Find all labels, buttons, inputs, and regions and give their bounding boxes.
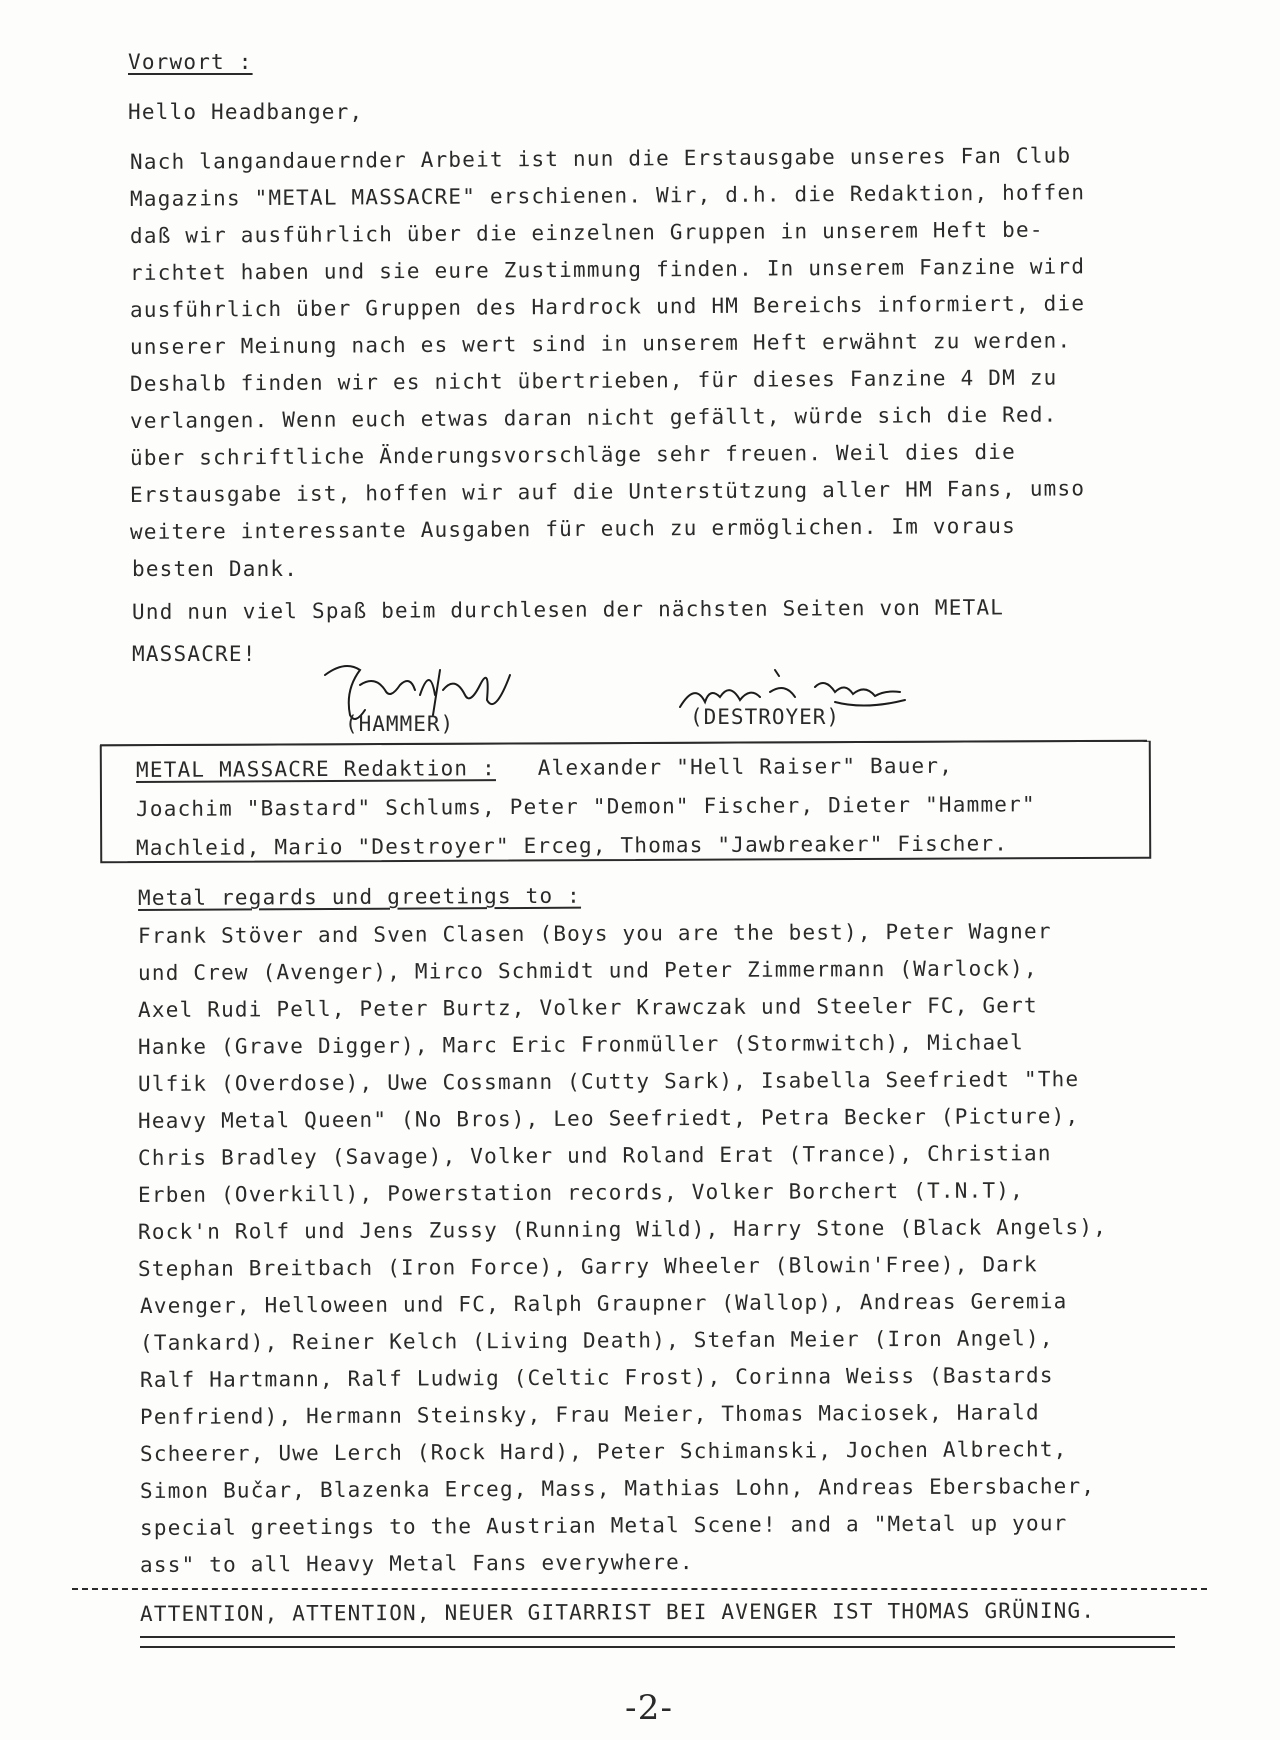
greetings-line: Penfriend), Hermann Steinsky, Frau Meier, Thomas Maciosek, Harald: [139, 1400, 1040, 1429]
greetings-line: (Tankard), Reiner Kelch (Living Death), Stefan Meier (Iron Angel),: [139, 1326, 1054, 1355]
greetings-line: Chris Bradley (Savage), Volker und Roland Erat (Trance), Christian: [137, 1141, 1052, 1170]
paragraph-line: über schriftliche Änderungsvorschläge sehr freuen. Weil dies die: [129, 439, 1017, 470]
greetings-line: Rock'n Rolf und Jens Zussy (Running Wild), Harry Stone (Black Angels),: [137, 1214, 1108, 1244]
greetings-line: Axel Rudi Pell, Peter Burtz, Volker Krawczak und Steeler FC, Gert: [137, 993, 1038, 1022]
page-number: -2-: [625, 1688, 674, 1728]
redaktion-line-3: Machleid, Mario "Destroyer" Erceg, Thomas "Jawbreaker" Fischer.: [135, 831, 1009, 860]
greetings-line: Ralf Hartmann, Ralf Ludwig (Celtic Frost), Corinna Weiss (Bastards: [139, 1363, 1054, 1392]
closing-line: MASSACRE!: [132, 642, 257, 666]
redaktion-heading: METAL MASSACRE Redaktion :: [135, 756, 496, 782]
paragraph-line: besten Dank.: [132, 557, 299, 581]
paragraph-line: daß wir ausführlich über die einzelnen Gruppen in unserem Heft be-: [129, 217, 1044, 248]
greetings-line: Erben (Overkill), Powerstation records, Volker Borchert (T.N.T),: [137, 1178, 1025, 1207]
greetings-line: Frank Stöver and Sven Clasen (Boys you are the best), Peter Wagner: [137, 919, 1052, 948]
paragraph-line: Magazins "METAL MASSACRE" erschienen. Wir, d.h. die Redaktion, hoffen: [129, 180, 1086, 211]
paragraph-line: Deshalb finden wir es nicht übertrieben, für dieses Fanzine 4 DM zu: [129, 365, 1058, 396]
vorwort-heading: Vorwort :: [128, 50, 253, 74]
attention-rule-2: [140, 1646, 1175, 1648]
greetings-line: ass" to all Heavy Metal Fans everywhere.: [139, 1550, 694, 1577]
attention-notice: ATTENTION, ATTENTION, NEUER GITARRIST BEI AVENGER IST THOMAS GRÜNING.: [139, 1598, 1096, 1626]
greetings-line: Avenger, Helloween und FC, Ralph Graupner (Wallop), Andreas Geremia: [139, 1289, 1068, 1318]
greeting: Hello Headbanger,: [128, 100, 364, 124]
paragraph-line: richtet haben und sie eure Zustimmung finden. In unserem Fanzine wird: [129, 254, 1086, 285]
greetings-line: Stephan Breitbach (Iron Force), Garry Wheeler (Blowin'Free), Dark: [137, 1252, 1038, 1281]
signature-label-destroyer: (DESTROYER): [690, 705, 841, 729]
greetings-line: Simon Bučar, Blazenka Erceg, Mass, Mathias Lohn, Andreas Ebersbacher,: [139, 1473, 1096, 1503]
dashed-separator: [72, 1588, 1207, 1590]
signature-label-hammer: (HAMMER): [345, 712, 455, 736]
greetings-line: Hanke (Grave Digger), Marc Eric Fronmüller (Stormwitch), Michael: [137, 1030, 1025, 1059]
redaktion-line-2: Joachim "Bastard" Schlums, Peter "Demon" Fischer, Dieter "Hammer": [135, 792, 1036, 821]
closing-line: Und nun viel Spaß beim durchlesen der nächsten Seiten von METAL: [131, 595, 1005, 624]
greetings-line: Scheerer, Uwe Lerch (Rock Hard), Peter Schimanski, Jochen Albrecht,: [139, 1437, 1068, 1466]
paragraph-line: verlangen. Wenn euch etwas daran nicht gefällt, würde sich die Red.: [129, 402, 1058, 433]
redaktion-line-1: [136, 754, 953, 782]
paragraph-line: Erstausgabe ist, hoffen wir auf die Unterstützung aller HM Fans, umso: [129, 476, 1086, 507]
greetings-line: und Crew (Avenger), Mirco Schmidt und Peter Zimmermann (Warlock),: [137, 956, 1038, 985]
paragraph-line: weitere interessante Ausgaben für euch zu ermöglichen. Im voraus: [129, 513, 1017, 544]
paragraph-line: Nach langandauernder Arbeit ist nun die Erstausgabe unseres Fan Club: [129, 143, 1072, 174]
greetings-heading: Metal regards und greetings to :: [137, 883, 582, 910]
greetings-line: Ulfik (Overdose), Uwe Cossmann (Cutty Sark), Isabella Seefriedt "The: [137, 1067, 1080, 1096]
paragraph-line: unserer Meinung nach es wert sind in unserem Heft erwähnt zu werden.: [129, 328, 1072, 359]
attention-rule-1: [140, 1636, 1175, 1638]
greetings-line: Heavy Metal Queen" (No Bros), Leo Seefriedt, Petra Becker (Picture),: [137, 1104, 1080, 1133]
greetings-line: special greetings to the Austrian Metal Scene! and a "Metal up your: [139, 1511, 1068, 1540]
paragraph-line: ausführlich über Gruppen des Hardrock und HM Bereichs informiert, die: [129, 291, 1086, 322]
redaktion-member: Alexander "Hell Raiser" Bauer,: [537, 753, 954, 780]
